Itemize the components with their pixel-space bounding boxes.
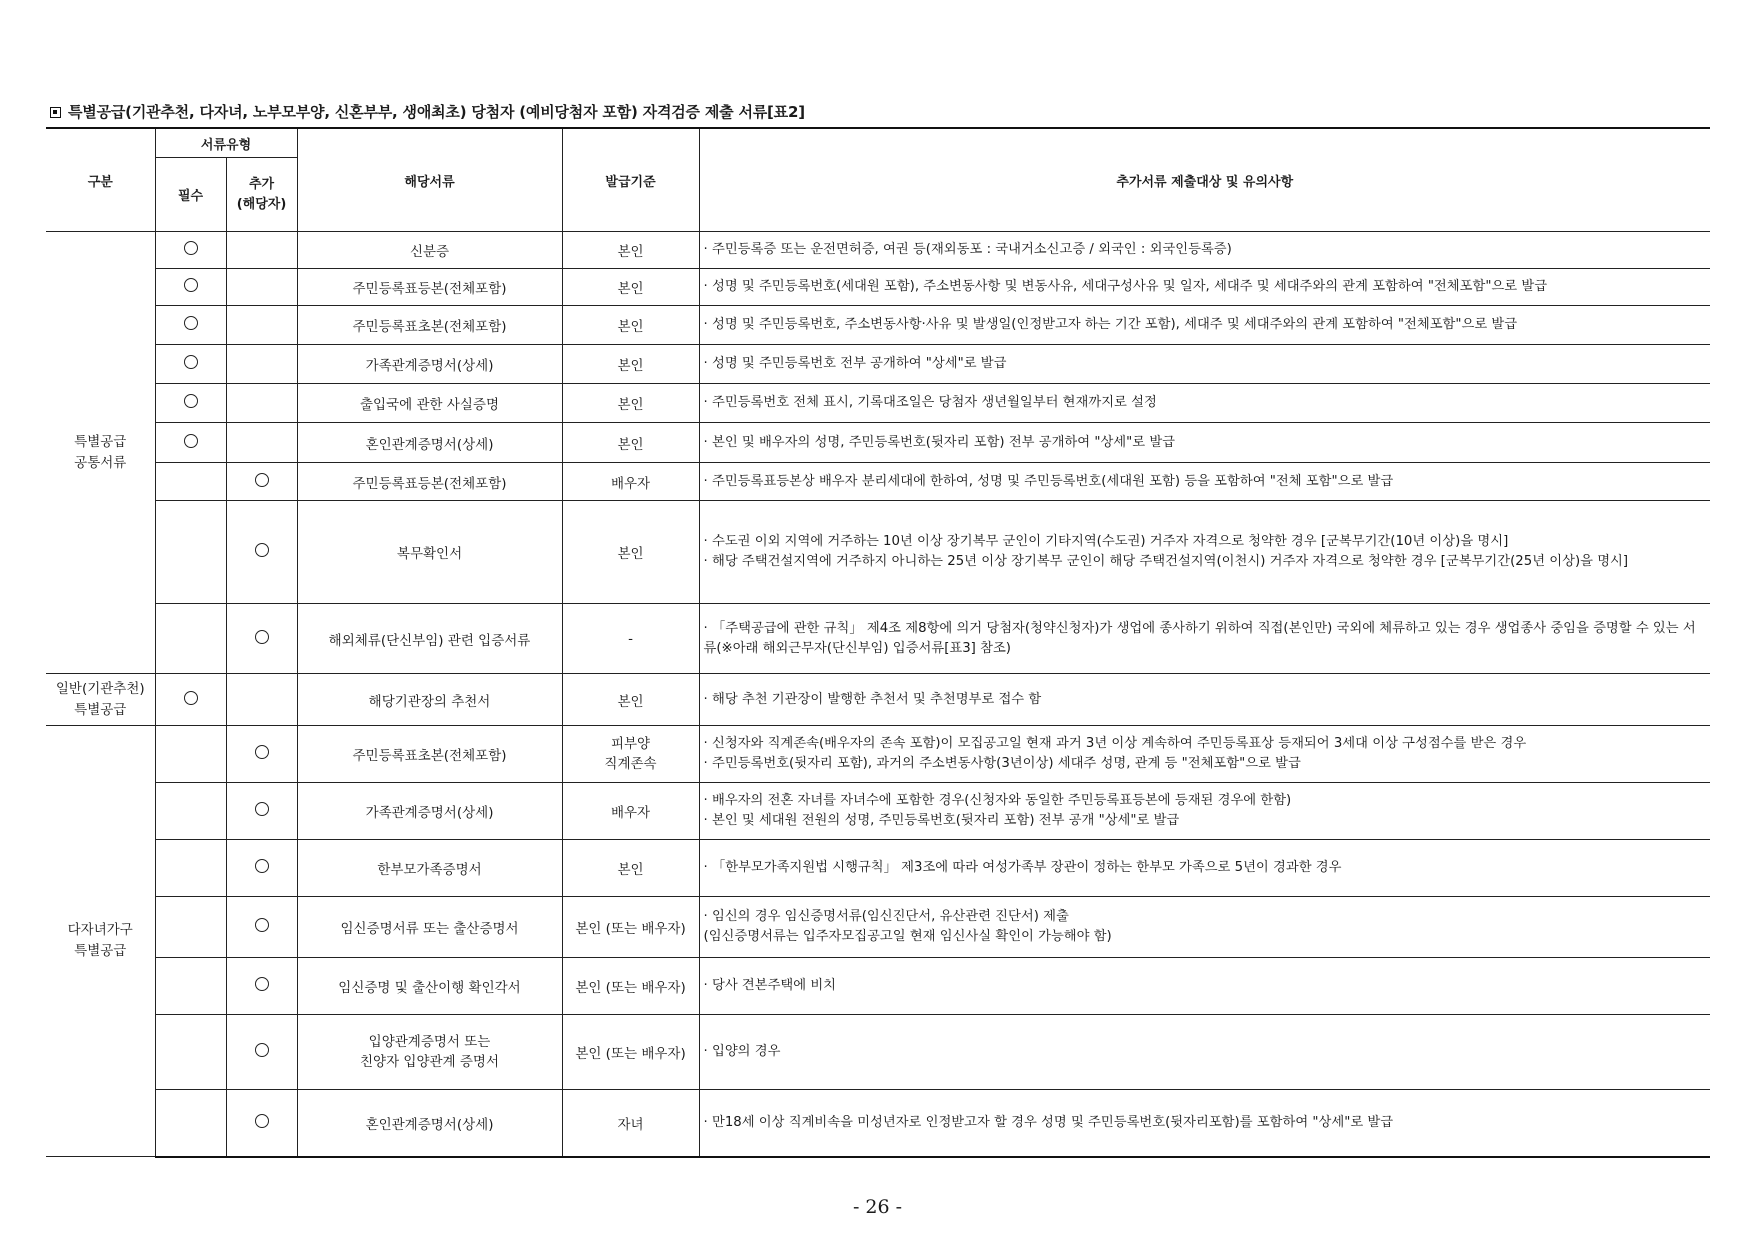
- additional-mark: [226, 1015, 297, 1090]
- issue-basis: 본인: [562, 269, 699, 306]
- table-row: [46, 345, 1710, 384]
- header-additional: 추가 (해당자): [226, 158, 297, 232]
- document-name: 주민등록표등본(전체포함): [297, 269, 562, 306]
- header-row: [46, 128, 1710, 158]
- document-name: 해외체류(단신부임) 관련 입증서류: [297, 604, 562, 674]
- table-row: [46, 604, 1710, 674]
- circle-icon: [184, 691, 198, 705]
- issue-basis: 피부양 직계존속: [562, 726, 699, 783]
- required-mark: [155, 269, 226, 306]
- document-title: [50, 101, 805, 122]
- notes-cell: · 주민등록번호 전체 표시, 기록대조일은 당첨자 생년월일부터 현재까지로 설정: [699, 384, 1710, 423]
- table-row: [46, 783, 1710, 840]
- table-row: [46, 423, 1710, 463]
- additional-mark: [226, 783, 297, 840]
- notes-cell: · 성명 및 주민등록번호, 주소변동사항·사유 및 발생일(인정받고자 하는 기간 포함), 세대주 및 세대주와의 관계 포함하여 "전체포함"으로 발급: [699, 306, 1710, 345]
- document-name: 한부모가족증명서: [297, 840, 562, 897]
- issue-basis: 본인: [562, 423, 699, 463]
- circle-icon: [255, 473, 269, 487]
- issue-basis: 자녀: [562, 1090, 699, 1157]
- document-name: 주민등록표초본(전체포함): [297, 726, 562, 783]
- document-name: 신분증: [297, 232, 562, 269]
- additional-mark: [226, 897, 297, 958]
- additional-mark: [226, 604, 297, 674]
- table-row: [46, 232, 1710, 269]
- square-bullet-icon: [50, 107, 61, 118]
- additional-mark: [226, 958, 297, 1015]
- notes-cell: · 주민등록표등본상 배우자 분리세대에 한하여, 성명 및 주민등록번호(세대원 포함) 등을 포함하여 "전체 포함"으로 발급: [699, 463, 1710, 501]
- issue-basis: 본인: [562, 384, 699, 423]
- header-required: 필수: [155, 158, 226, 232]
- table-row: [46, 269, 1710, 306]
- circle-icon: [255, 859, 269, 873]
- table-row: [46, 501, 1710, 604]
- issue-basis: 본인: [562, 840, 699, 897]
- notes-cell: · 주민등록증 또는 운전면허증, 여권 등(재외동포 : 국내거소신고증 / 외국인 : 외국인등록증): [699, 232, 1710, 269]
- circle-icon: [184, 278, 198, 292]
- page-number: - 26 -: [852, 1196, 903, 1218]
- required-mark: [155, 232, 226, 269]
- additional-mark: [226, 840, 297, 897]
- issue-basis: 배우자: [562, 783, 699, 840]
- notes-cell: · 임신의 경우 임신증명서류(임신진단서, 유산관련 진단서) 제출 (임신증명서류는 입주자모집공고일 현재 임신사실 확인이 가능해야 함): [699, 897, 1710, 958]
- required-mark: [155, 423, 226, 463]
- notes-cell: · 당사 견본주택에 비치: [699, 958, 1710, 1015]
- issue-basis: 본인: [562, 306, 699, 345]
- document-name: 혼인관계증명서(상세): [297, 423, 562, 463]
- issue-basis: 본인 (또는 배우자): [562, 1015, 699, 1090]
- circle-icon: [184, 394, 198, 408]
- document-name: 입양관계증명서 또는 친양자 입양관계 증명서: [297, 1015, 562, 1090]
- issue-basis: 배우자: [562, 463, 699, 501]
- group-agency: 일반(기관추천) 특별공급: [46, 674, 155, 726]
- table-row: [46, 674, 1710, 726]
- document-name: 출입국에 관한 사실증명: [297, 384, 562, 423]
- table-row: [46, 306, 1710, 345]
- circle-icon: [184, 355, 198, 369]
- notes-cell: · 만18세 이상 직계비속을 미성년자로 인정받고자 할 경우 성명 및 주민등록번호(뒷자리포함)를 포함하여 "상세"로 발급: [699, 1090, 1710, 1157]
- required-mark: [155, 306, 226, 345]
- table-row: [46, 897, 1710, 958]
- circle-icon: [255, 1043, 269, 1057]
- table-row: [46, 726, 1710, 783]
- additional-mark: [226, 1090, 297, 1157]
- document-name: 임신증명서류 또는 출산증명서: [297, 897, 562, 958]
- circle-icon: [184, 316, 198, 330]
- header-notes: 추가서류 제출대상 및 유의사항: [699, 128, 1710, 232]
- document-name: 혼인관계증명서(상세): [297, 1090, 562, 1157]
- issue-basis: 본인: [562, 345, 699, 384]
- notes-cell: · 해당 추천 기관장이 발행한 추천서 및 추천명부로 접수 함: [699, 674, 1710, 726]
- circle-icon: [255, 1114, 269, 1128]
- additional-mark: [226, 726, 297, 783]
- document-name: 가족관계증명서(상세): [297, 345, 562, 384]
- required-mark: [155, 674, 226, 726]
- document-name: 해당기관장의 추천서: [297, 674, 562, 726]
- table-row: [46, 1090, 1710, 1157]
- header-document: 해당서류: [297, 128, 562, 232]
- document-name: 주민등록표등본(전체포함): [297, 463, 562, 501]
- circle-icon: [255, 802, 269, 816]
- table-row: [46, 384, 1710, 423]
- document-name: 임신증명 및 출산이행 확인각서: [297, 958, 562, 1015]
- issue-basis: 본인 (또는 배우자): [562, 958, 699, 1015]
- document-name: 가족관계증명서(상세): [297, 783, 562, 840]
- header-category: 구분: [46, 128, 155, 232]
- header-doc-type: 서류유형: [155, 128, 297, 158]
- issue-basis: 본인 (또는 배우자): [562, 897, 699, 958]
- document-name: 복무확인서: [297, 501, 562, 604]
- notes-cell: · 수도권 이외 지역에 거주하는 10년 이상 장기복무 군인이 기타지역(수도권) 거주자 자격으로 청약한 경우 [군복무기간(10년 이상)을 명시] · 해당 주택건설지역에 거주하지 아니하는 25년 이상 장기복무 군인이 해당 주택건설지역(이천시) 거주자 자격으로 청약한 경우 [군복무기간(25년 이상)을 명시]: [699, 501, 1710, 604]
- circle-icon: [184, 241, 198, 255]
- additional-mark: [226, 463, 297, 501]
- document-name: 주민등록표초본(전체포함): [297, 306, 562, 345]
- group-common: 특별공급 공통서류: [46, 232, 155, 674]
- title-text: 특별공급(기관추천, 다자녀, 노부모부양, 신혼부부, 생애최초) 당첨자 (예비당첨자 포함) 자격검증 제출 서류[표2]: [68, 103, 805, 121]
- issue-basis: 본인: [562, 674, 699, 726]
- notes-cell: · 배우자의 전혼 자녀를 자녀수에 포함한 경우(신청자와 동일한 주민등록표등본에 등재된 경우에 한함) · 본인 및 세대원 전원의 성명, 주민등록번호(뒷자리 포함) 전부 공개 "상세"로 발급: [699, 783, 1710, 840]
- circle-icon: [255, 543, 269, 557]
- notes-cell: · 성명 및 주민등록번호 전부 공개하여 "상세"로 발급: [699, 345, 1710, 384]
- notes-cell: · 본인 및 배우자의 성명, 주민등록번호(뒷자리 포함) 전부 공개하여 "상세"로 발급: [699, 423, 1710, 463]
- required-mark: [155, 345, 226, 384]
- notes-cell: · 입양의 경우: [699, 1015, 1710, 1090]
- circle-icon: [255, 977, 269, 991]
- group-multichild: 다자녀가구 특별공급: [46, 726, 155, 1157]
- circle-icon: [255, 918, 269, 932]
- header-issue-basis: 발급기준: [562, 128, 699, 232]
- table-row: [46, 958, 1710, 1015]
- table-row: [46, 463, 1710, 501]
- notes-cell: · 「한부모가족지원법 시행규칙」 제3조에 따라 여성가족부 장관이 정하는 한부모 가족으로 5년이 경과한 경우: [699, 840, 1710, 897]
- required-mark: [155, 384, 226, 423]
- table-row: [46, 840, 1710, 897]
- table-row: [46, 1015, 1710, 1090]
- notes-cell: · 「주택공급에 관한 규칙」 제4조 제8항에 의거 당첨자(청약신청자)가 생업에 종사하기 위하여 직접(본인만) 국외에 체류하고 있는 경우 생업종사 중임을 증명할 수 있는 서류(※아래 해외근무자(단신부임) 입증서류[표3] 참조): [699, 604, 1710, 674]
- issue-basis: -: [562, 604, 699, 674]
- issue-basis: 본인: [562, 232, 699, 269]
- circle-icon: [255, 630, 269, 644]
- circle-icon: [184, 434, 198, 448]
- document-table: [46, 127, 1710, 1158]
- additional-mark: [226, 501, 297, 604]
- notes-cell: · 신청자와 직계존속(배우자의 존속 포함)이 모집공고일 현재 과거 3년 이상 계속하여 주민등록표상 등재되어 3세대 이상 구성점수를 받은 경우 · 주민등록번호(뒷자리 포함), 과거의 주소변동사항(3년이상) 세대주 성명, 관계 등 "전체포함"으로 발급: [699, 726, 1710, 783]
- notes-cell: · 성명 및 주민등록번호(세대원 포함), 주소변동사항 및 변동사유, 세대구성사유 및 일자, 세대주 및 세대주와의 관계 포함하여 "전체포함"으로 발급: [699, 269, 1710, 306]
- issue-basis: 본인: [562, 501, 699, 604]
- circle-icon: [255, 745, 269, 759]
